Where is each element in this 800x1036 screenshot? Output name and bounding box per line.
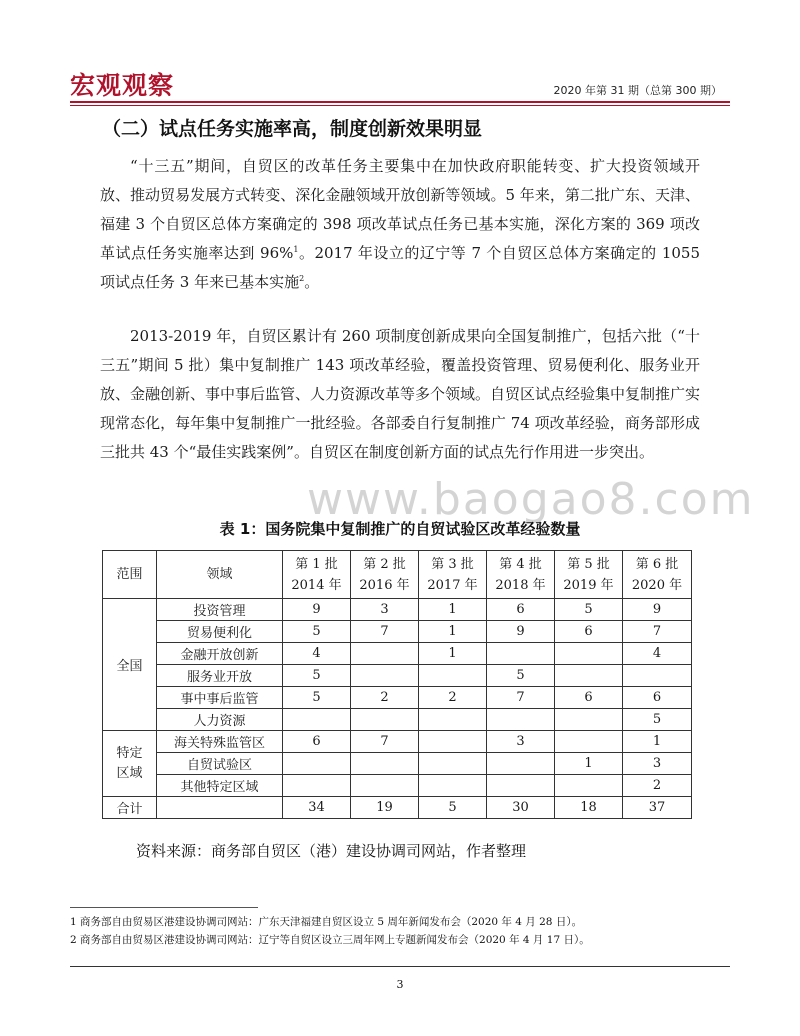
table-row xyxy=(103,621,692,643)
row-field: 金融开放创新 xyxy=(157,643,283,665)
table-cell: 5 xyxy=(283,687,351,709)
header-batch xyxy=(351,551,419,599)
table-cell xyxy=(623,665,692,687)
table-cell: 9 xyxy=(283,599,351,621)
table-cell xyxy=(351,753,419,775)
table-cell: 7 xyxy=(351,731,419,753)
row-field: 服务业开放 xyxy=(157,665,283,687)
table-total-row xyxy=(103,797,692,819)
watermark: www.baogao8.com xyxy=(307,474,755,525)
footnote-ref-1[interactable]: 1 xyxy=(293,245,299,254)
batch-name: 第 6 批 xyxy=(635,556,679,572)
row-field: 人力资源 xyxy=(157,709,283,731)
table-cell xyxy=(351,643,419,665)
table-cell: 9 xyxy=(487,621,555,643)
table-cell xyxy=(555,665,623,687)
footnote-2: 2 商务部自由贸易区港建设协调司网站：辽宁等自贸区设立三周年网上专题新闻发布会（2020 年 4 月 17 日）。 xyxy=(70,934,590,946)
table-cell xyxy=(555,775,623,797)
header-batch xyxy=(487,551,555,599)
table-cell xyxy=(487,753,555,775)
table-row xyxy=(103,643,692,665)
header-batch xyxy=(283,551,351,599)
total-cell: 5 xyxy=(419,797,487,819)
footer-divider xyxy=(70,966,730,967)
row-field: 投资管理 xyxy=(157,599,283,621)
table-row xyxy=(103,665,692,687)
table-cell xyxy=(419,775,487,797)
table-row xyxy=(103,687,692,709)
table-cell xyxy=(555,731,623,753)
table-cell xyxy=(487,775,555,797)
table-cell xyxy=(487,709,555,731)
batch-name: 第 1 批 xyxy=(295,556,338,572)
table-title: 表 1：国务院集中复制推广的自贸试验区改革经验数量 xyxy=(219,520,581,538)
table-cell: 5 xyxy=(623,709,692,731)
table-cell: 1 xyxy=(623,731,692,753)
table-cell: 5 xyxy=(283,665,351,687)
table-row xyxy=(103,753,692,775)
table-cell: 4 xyxy=(283,643,351,665)
batch-name: 第 2 批 xyxy=(363,556,406,572)
table-cell xyxy=(555,643,623,665)
group-label-special xyxy=(103,731,157,797)
row-field: 事中事后监管 xyxy=(157,687,283,709)
header-batch xyxy=(555,551,623,599)
table-cell xyxy=(419,709,487,731)
table-cell: 5 xyxy=(487,665,555,687)
table-row xyxy=(103,775,692,797)
table-cell: 6 xyxy=(555,687,623,709)
header-batch xyxy=(623,551,692,599)
page-number: 3 xyxy=(396,978,404,991)
total-cell: 19 xyxy=(351,797,419,819)
header-batch xyxy=(419,551,487,599)
table-cell xyxy=(419,753,487,775)
header-field: 领域 xyxy=(157,551,283,599)
table-cell: 1 xyxy=(555,753,623,775)
table-cell: 2 xyxy=(419,687,487,709)
table-cell: 4 xyxy=(623,643,692,665)
row-field: 贸易便利化 xyxy=(157,621,283,643)
total-cell: 37 xyxy=(623,797,692,819)
table-cell: 6 xyxy=(623,687,692,709)
table-cell: 1 xyxy=(419,621,487,643)
table-row xyxy=(103,599,692,621)
total-label: 合计 xyxy=(103,797,157,819)
table-header-row xyxy=(103,551,692,599)
batch-year: 2014 年 xyxy=(291,577,342,593)
table-cell: 5 xyxy=(283,621,351,643)
group-label-national: 全国 xyxy=(103,599,157,731)
table-cell: 9 xyxy=(623,599,692,621)
table-cell: 6 xyxy=(283,731,351,753)
group-label-special-text: 特定区域 xyxy=(116,745,143,781)
batch-name: 第 3 批 xyxy=(431,556,474,572)
table-cell: 5 xyxy=(555,599,623,621)
total-cell: 34 xyxy=(283,797,351,819)
table-cell xyxy=(283,775,351,797)
paragraph-implementation xyxy=(100,152,700,297)
paragraph-replication: 2013-2019 年，自贸区累计有 260 项制度创新成果向全国复制推广，包括六批（“十三五”期间 5 批）集中复制推广 143 项改革经验，覆盖投资管理、贸易便利化、服务业开放、金融创新、事中事后监管、人力资源改革等多个领域。自贸区试点经验集中复制推广实现常态化，每年集中复制推广一批经验。各部委自行复制推广 74 项改革经验，商务部形成三批共 43 个“最佳实践案例”。自贸区在制度创新方面的试点先行作用进一步突出。 xyxy=(100,327,701,461)
table-cell: 1 xyxy=(419,643,487,665)
table-cell: 3 xyxy=(623,753,692,775)
issue-number: 2020 年第 31 期（总第 300 期） xyxy=(553,84,722,97)
table-cell: 2 xyxy=(351,687,419,709)
header-scope: 范围 xyxy=(103,551,157,599)
batch-year: 2019 年 xyxy=(563,577,614,593)
section-heading: （二）试点任务实施率高，制度创新效果明显 xyxy=(102,118,483,140)
table-cell xyxy=(351,665,419,687)
batch-name: 第 5 批 xyxy=(567,556,610,572)
table-cell: 2 xyxy=(623,775,692,797)
table-cell xyxy=(487,643,555,665)
row-field: 海关特殊监管区 xyxy=(157,731,283,753)
table-cell: 3 xyxy=(487,731,555,753)
table-cell: 7 xyxy=(623,621,692,643)
batch-name: 第 4 批 xyxy=(499,556,542,572)
table-source: 资料来源：商务部自贸区（港）建设协调司网站，作者整理 xyxy=(136,842,527,860)
table-cell: 7 xyxy=(351,621,419,643)
header-divider-thin xyxy=(70,105,730,106)
table-cell xyxy=(419,665,487,687)
total-cell: 30 xyxy=(487,797,555,819)
table-cell xyxy=(351,709,419,731)
paragraph-text: “十三五”期间，自贸区的改革任务主要集中在加快政府职能转变、扩大投资领域开放、推动贸易发展方式转变、深化金融领域开放创新等领域。5 年来，第二批广东、天津、福建 3 个自贸区总体方案确定的 398 项改革试点任务已基本实施，深化方案的 369 项改革试点任务实施率达到 96% xyxy=(100,157,700,262)
batch-year: 2017 年 xyxy=(427,577,478,593)
row-field: 自贸试验区 xyxy=(157,753,283,775)
header-divider xyxy=(70,101,730,103)
table-cell xyxy=(283,753,351,775)
batch-year: 2018 年 xyxy=(495,577,546,593)
footnote-1: 1 商务部自由贸易区港建设协调司网站：广东天津福建自贸区设立 5 周年新闻发布会（2020 年 4 月 28 日）。 xyxy=(70,916,583,928)
paragraph-text: 。 xyxy=(304,273,320,291)
total-cell: 18 xyxy=(555,797,623,819)
publication-title: 宏观观察 xyxy=(70,71,175,100)
table-row xyxy=(103,731,692,753)
table-cell xyxy=(555,709,623,731)
table-cell: 7 xyxy=(487,687,555,709)
table-cell: 3 xyxy=(351,599,419,621)
table-cell: 6 xyxy=(555,621,623,643)
footnote-ref-2[interactable]: 2 xyxy=(299,274,305,283)
table-cell xyxy=(351,775,419,797)
paragraph-text: 。2017 年设立的辽宁等 7 个自贸区总体方案确定的 1055 项试点任务 3 年来已基本实施 xyxy=(100,244,701,291)
table-cell xyxy=(283,709,351,731)
row-field: 其他特定区域 xyxy=(157,775,283,797)
reform-experience-table xyxy=(102,550,692,819)
table-cell: 6 xyxy=(487,599,555,621)
table-row xyxy=(103,709,692,731)
batch-year: 2020 年 xyxy=(631,577,683,593)
table-cell: 1 xyxy=(419,599,487,621)
total-field xyxy=(157,797,283,819)
footnote-divider xyxy=(70,907,258,908)
table-cell xyxy=(419,731,487,753)
batch-year: 2016 年 xyxy=(359,577,410,593)
